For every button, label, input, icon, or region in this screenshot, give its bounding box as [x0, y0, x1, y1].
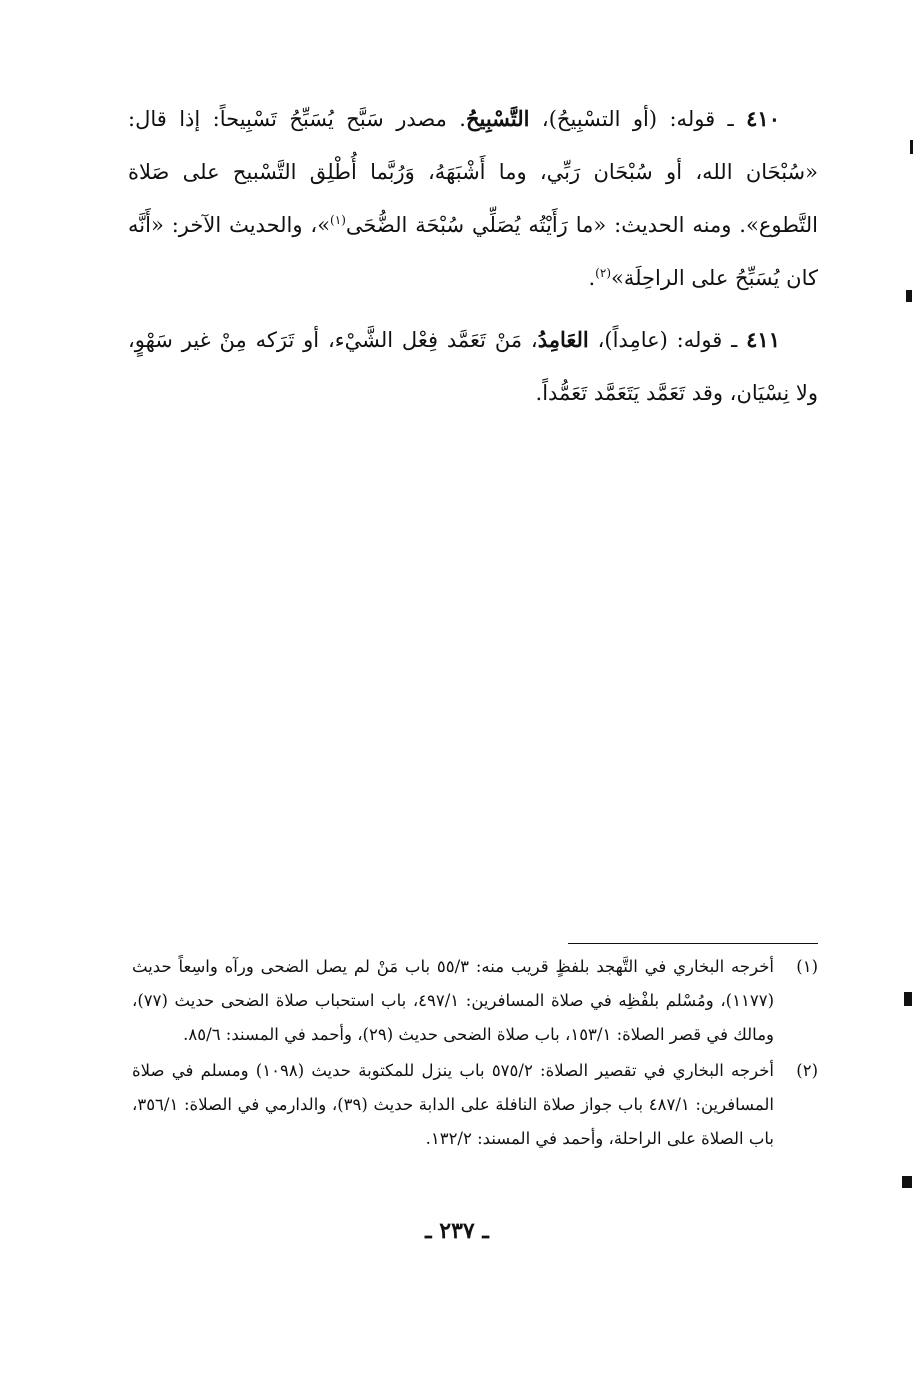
footnote-mark: (١)	[796, 957, 818, 976]
entry-body-end: .	[588, 266, 596, 290]
footnote-separator	[568, 943, 818, 944]
entry-body-continued: »، والحديث الآخر: «أَنَّه كان يُسَبِّحُ على الراحِلَة»	[128, 213, 818, 290]
scan-edge-mark	[910, 140, 913, 154]
entry-term: التَّسْبِيحُ	[465, 106, 530, 131]
footnote-2	[132, 1054, 818, 1156]
footnote-ref-2[interactable]: (٢)	[595, 266, 611, 280]
entry-number: ٤١٠	[746, 106, 780, 131]
footnote-text: أخرجه البخاري في تقصير الصلاة: ٥٧٥/٢ باب ينزل للمكتوبة حديث (١٠٩٨) ومسلم في صلاة المسافرين: ٤٨٧/١ باب جواز صلاة النافلة على الدابة حديث (٣٩)، والدارمي في الصلاة: ٣٥٦/١، باب الصلاة على الراحلة، وأحمد في المسند: ١٣٢/٢.	[132, 1061, 774, 1148]
entry-body: . مصدر سَبَّح يُسَبِّحُ تَسْبِيحاً: إذا قال: «سُبْحَان الله، أو سُبْحَان رَبِّي، وما أَشْبَهَهُ، وَرُبَّما أُطْلِق التَّسْبيح على صَلاة التَّطوع». ومنه الحديث: «ما رَأَيْتُه يُصَلِّي سُبْحَة الضُّحَى	[128, 107, 819, 237]
scan-edge-mark	[904, 992, 912, 1006]
footnote-1	[132, 950, 818, 1052]
footnote-text: أخرجه البخاري في التَّهجد بلفظٍ قريب منه: ٥٥/٣ باب مَنْ لم يصل الضحى ورآه واسِعاً حديث (١١٧٧)، ومُسْلم بلفْظِه في صلاة المسافرين: ٤٩٧/١، باب استحباب صلاة الضحى حديث (٧٧)، ومالك في قصر الصلاة: ١٥٣/١، باب صلاة الضحى حديث (٢٩)، وأحمد في المسند: ٨٥/٦.	[132, 957, 774, 1044]
entry-410	[128, 92, 818, 305]
footnotes-section	[132, 950, 818, 1156]
footnote-mark: (٢)	[796, 1061, 818, 1080]
entry-lead: ـ قوله: (أو التسْبِيحُ)،	[529, 107, 734, 131]
entry-lead: ـ قوله: (عامِداً)،	[588, 328, 738, 352]
entry-411	[128, 313, 818, 420]
scan-edge-mark	[902, 1176, 912, 1188]
page-number: ـ ٢٣٧ ـ	[425, 1218, 489, 1244]
entry-body: ، مَنْ تَعَمَّد فِعْل الشَّيْء، أو تَرَكه مِنْ غير سَهْوٍ، ولا نِسْيَان، وقد تَعَمَّد يَتَعَمَّد تَعَمُّداً.	[128, 328, 818, 405]
entry-term: العَامِدُ	[537, 327, 589, 352]
main-text	[128, 92, 818, 420]
entry-number: ٤١١	[746, 327, 780, 352]
scan-edge-mark	[906, 290, 912, 302]
footnote-ref-1[interactable]: (١)	[330, 213, 346, 227]
